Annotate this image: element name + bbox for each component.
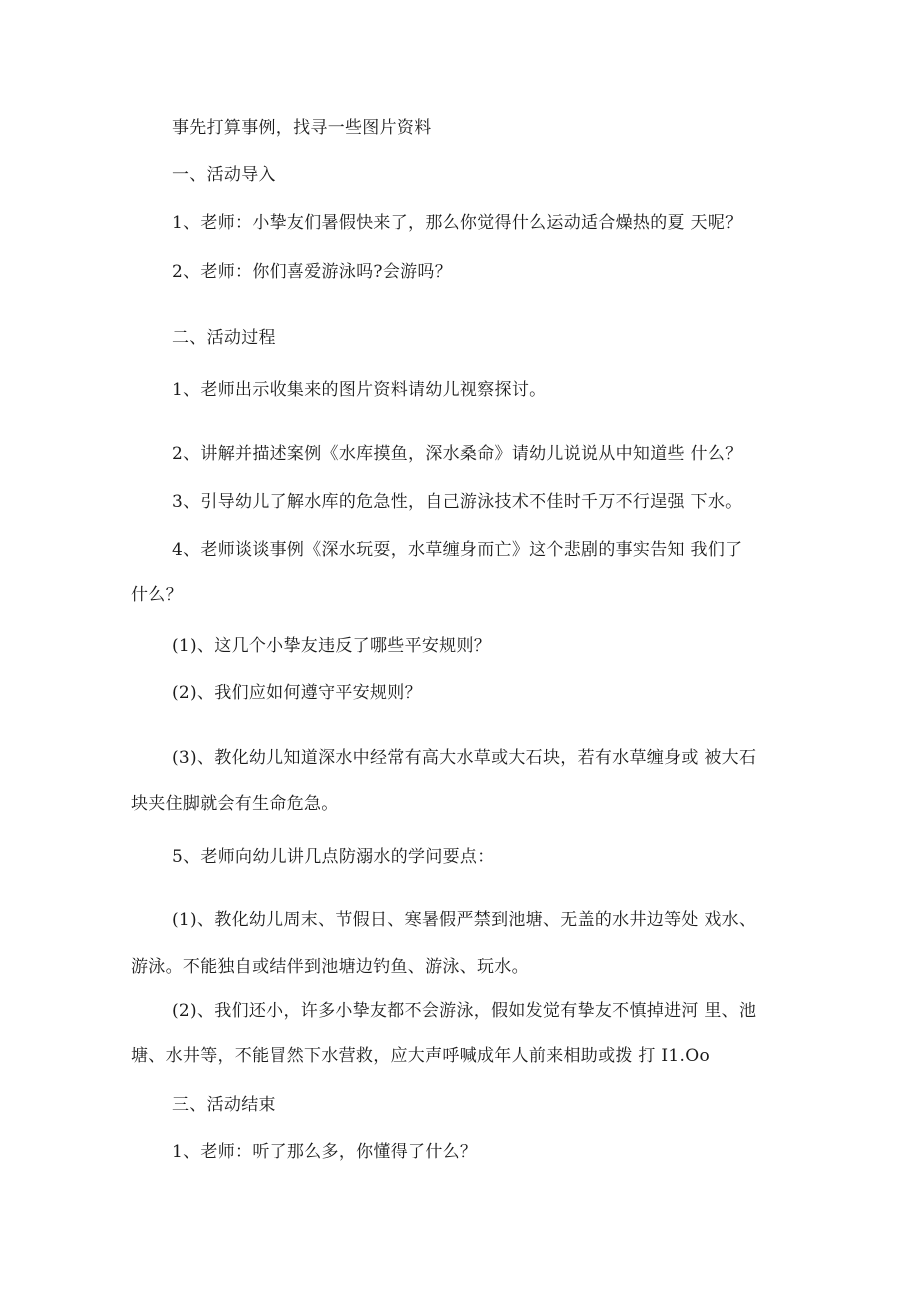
paragraph-line: 1、老师：听了那么多，你懂得了什么？ (172, 1142, 478, 1162)
paragraph-continuation-line: 什么？ (131, 585, 183, 605)
section-heading-intro: 一、活动导入 (172, 165, 276, 185)
paragraph-line: (2)、我们应如何遵守平安规则？ (172, 683, 422, 703)
section-heading-process: 二、活动过程 (172, 328, 276, 348)
paragraph-line: 3、引导幼儿了解水库的危急性，自己游泳技术不佳时千万不行逞强 下水。 (172, 492, 743, 512)
paragraph-line: 2、讲解并描述案例《水库摸鱼，深水桑命》请幼儿说说从中知道些 什么？ (172, 444, 743, 464)
paragraph-line: 1、老师：小挚友们暑假快来了，那么你觉得什么运动适合燥热的夏 天呢？ (172, 213, 743, 233)
paragraph-line: 2、老师：你们喜爱游泳吗?会游吗？ (172, 262, 453, 282)
paragraph-continuation-line: 块夹住脚就会有生命危急。 (131, 794, 339, 814)
paragraph-line: (2)、我们还小，许多小挚友都不会游泳，假如发觉有挚友不慎掉进河 里、池 (172, 1001, 757, 1021)
paragraph-continuation-line: 游泳。不能独自或结伴到池塘边钓鱼、游泳、玩水。 (131, 957, 529, 977)
paragraph-line: 5、老师向幼儿讲几点防溺水的学问要点： (172, 847, 495, 867)
paragraph-line: (3)、教化幼儿知道深水中经常有高大水草或大石块，若有水草缠身或 被大石 (172, 748, 757, 768)
paragraph-line: 1、老师出示收集来的图片资料请幼儿视察探讨。 (172, 380, 547, 400)
paragraph-line: 4、老师谈谈事例《深水玩耍，水草缠身而亡》这个悲剧的事实告知 我们了 (172, 540, 743, 560)
paragraph-line: (1)、教化幼儿周末、节假日、寒暑假严禁到池塘、无盖的水井边等处 戏水、 (172, 910, 757, 930)
paragraph-line: (1)、这几个小挚友违反了哪些平安规则？ (172, 636, 492, 656)
paragraph-continuation-line: 塘、水井等，不能冒然下水营救，应大声呼喊成年人前来相助或拨 打 I1.Oo (131, 1046, 711, 1066)
section-heading-closing: 三、活动结束 (172, 1095, 276, 1115)
preparation-line: 事先打算事例，找寻一些图片资料 (172, 118, 432, 138)
